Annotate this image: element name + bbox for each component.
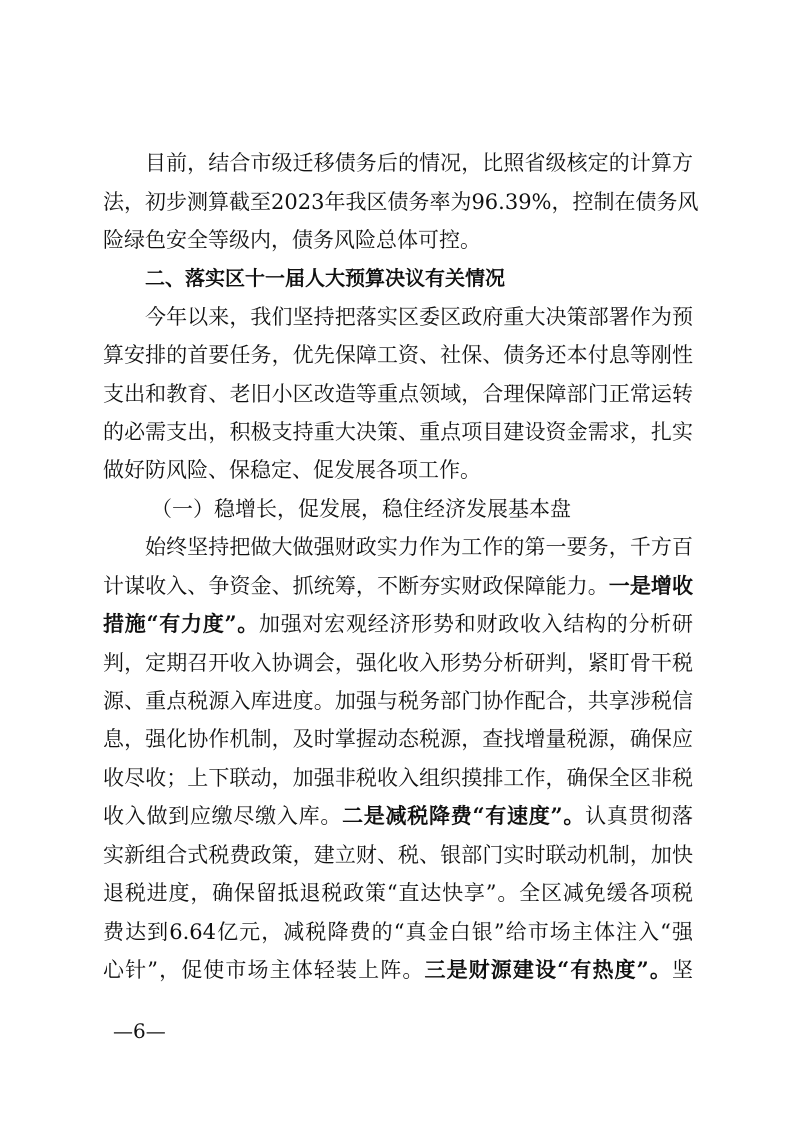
page-number: —6—	[113, 1019, 166, 1043]
paragraph-line: 收入做到应缴尽缴入库。二是减税降费“有速度”。认真贯彻落	[103, 803, 693, 828]
bold-phrase: 三是财源建设“有热度”。	[424, 957, 672, 982]
paragraph-line: 实新组合式税费政策，建立财、税、银部门实时联动机制，加快	[103, 843, 693, 867]
paragraph-line: 计谋收入、争资金、抓统筹，不断夯实财政保障能力。一是增收	[103, 573, 694, 598]
paragraph-line: 今年以来，我们坚持把落实区委区政府重大决策部署作为预	[145, 305, 693, 329]
paragraph-line: 判，定期召开收入协调会，强化收入形势分析研判，紧盯骨干税	[103, 651, 693, 675]
subsection-heading: （一）稳增长，促发展，稳住经济发展基本盘	[151, 497, 571, 521]
document-page	[103, 0, 699, 1123]
paragraph-line: 费达到6.64亿元，减税降费的“真金白银”给市场主体注入“强	[103, 920, 693, 944]
bold-phrase: 二是减税降费“有速度”。	[342, 803, 586, 828]
paragraph-line: 的必需支出，积极支持重大决策、重点项目建设资金需求，扎实	[103, 420, 693, 444]
paragraph-line: 退税进度，确保留抵退税政策“直达快享”。全区减免缓各项税	[103, 881, 693, 905]
paragraph-line: 收尽收；上下联动，加强非税收入组织摸排工作，确保全区非税	[103, 766, 693, 790]
paragraph-line: 始终坚持把做大做强财政实力作为工作的第一要务，千方百	[145, 535, 693, 559]
paragraph-line: 息，强化协作机制，及时掌握动态税源，查找增量税源，确保应	[103, 727, 693, 751]
paragraph-line: 心针”，促使市场主体轻装上阵。三是财源建设“有热度”。坚	[103, 957, 693, 982]
paragraph-line: 目前，结合市级迁移债务后的情况，比照省级核定的计算方	[145, 151, 693, 175]
paragraph-line: 支出和教育、老旧小区改造等重点领域，合理保障部门正常运转	[103, 382, 693, 406]
paragraph-line: 险绿色安全等级内，债务风险总体可控。	[103, 228, 481, 252]
paragraph-line: 做好防风险、保稳定、促发展各项工作。	[103, 458, 481, 482]
section-heading: 二、落实区十一届人大预算决议有关情况	[145, 266, 505, 290]
paragraph-line: 措施“有力度”。加强对宏观经济形势和财政收入结构的分析研	[103, 611, 693, 636]
paragraph-line: 法，初步测算截至2023年我区债务率为96.39%，控制在债务风	[103, 190, 699, 214]
paragraph-line: 源、重点税源入库进度。加强与税务部门协作配合，共享涉税信	[103, 689, 693, 713]
bold-phrase: 措施“有力度”。	[103, 611, 260, 636]
bold-phrase: 一是增收	[608, 573, 694, 598]
paragraph-line: 算安排的首要任务，优先保障工资、社保、债务还本付息等刚性	[103, 343, 693, 367]
